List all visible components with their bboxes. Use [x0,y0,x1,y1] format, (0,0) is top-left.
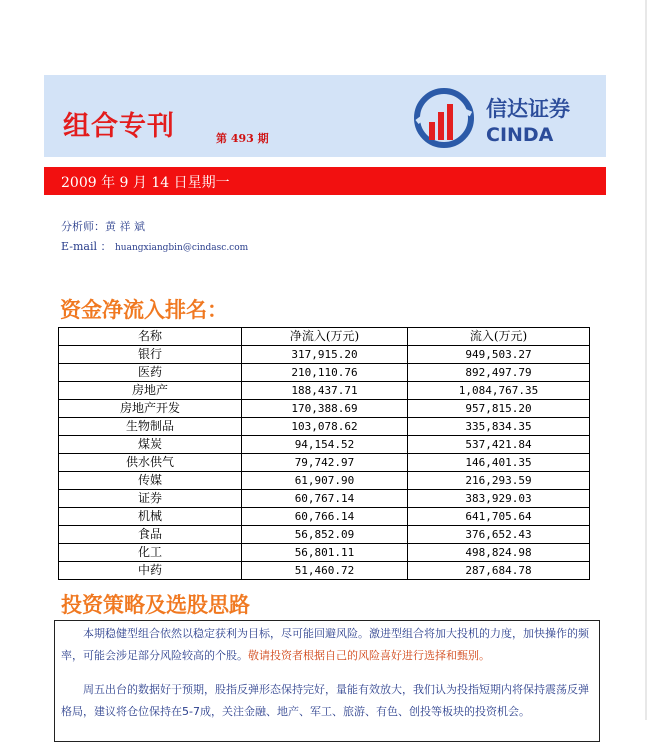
sector-name-cell: 证券 [59,490,242,508]
inflow-cell: 498,824.98 [408,544,590,562]
net-inflow-cell: 56,852.09 [242,526,408,544]
email-label: E-mail ： [61,240,112,253]
strategy-paragraph-1-main: 本期稳健型组合依然以稳定获利为目标，尽可能回避风险。激进型组合将加大投机的力度，加快操作的频率，可能会涉足部分风险较高的个股。 [61,627,589,662]
table-row [59,346,590,364]
inflow-cell: 537,421.84 [408,436,590,454]
net-inflow-cell: 56,801.11 [242,544,408,562]
table-row [59,436,590,454]
inflow-cell: 376,652.43 [408,526,590,544]
email-address[interactable]: huangxiangbin@cindasc.com [114,243,249,253]
section-title-strategy: 投资策略及选股思路 [61,593,250,617]
sector-name-cell: 供水供气 [59,454,242,472]
cinda-logo-icon [417,91,471,145]
sector-name-cell: 医药 [59,364,242,382]
table-row [59,364,590,382]
sector-name-cell: 机械 [59,508,242,526]
table-row [59,382,590,400]
inflow-cell: 949,503.27 [408,346,590,364]
logo-en-text: CINDA [486,124,554,146]
net-inflow-cell: 60,767.14 [242,490,408,508]
sector-name-cell: 食品 [59,526,242,544]
inflow-cell: 641,705.64 [408,508,590,526]
analyst-label: 分析师： [61,220,105,233]
risk-notice: 敬请投资者根据自己的风险喜好进行选择和甄别。 [248,649,490,662]
analyst-name: 黄 祥 斌 [105,220,145,233]
inflow-cell: 146,401.35 [408,454,590,472]
table-row [59,454,590,472]
table-row [59,508,590,526]
inflow-cell: 957,815.20 [408,400,590,418]
table-row [59,418,590,436]
net-inflow-cell: 79,742.97 [242,454,408,472]
strategy-text-box [54,620,600,742]
email-line [61,238,248,254]
column-header-net-inflow: 净流入(万元) [242,328,408,346]
sector-name-cell: 煤炭 [59,436,242,454]
inflow-cell: 216,293.59 [408,472,590,490]
net-inflow-cell: 103,078.62 [242,418,408,436]
table-row [59,526,590,544]
table-body [59,346,590,580]
table-row [59,400,590,418]
strategy-paragraph-1 [61,623,593,667]
sector-name-cell: 银行 [59,346,242,364]
logo-cn-text: 信达证券 [486,97,570,121]
sector-name-cell: 化工 [59,544,242,562]
net-inflow-cell: 60,766.14 [242,508,408,526]
publication-date: 2009 年 9 月 14 日星期一 [61,175,230,191]
net-inflow-cell: 188,437.71 [242,382,408,400]
sector-name-cell: 房地产 [59,382,242,400]
inflow-cell: 1,084,767.35 [408,382,590,400]
table-row [59,490,590,508]
net-inflow-cell: 210,110.76 [242,364,408,382]
issue-number: 第 493 期 [216,132,269,145]
publication-title: 组合专刊 [63,111,175,142]
sector-name-cell: 生物制品 [59,418,242,436]
sector-name-cell: 传媒 [59,472,242,490]
column-header-name: 名称 [59,328,242,346]
section-title-net-inflow: 资金净流入排名： [60,298,228,322]
sector-name-cell: 房地产开发 [59,400,242,418]
inflow-cell: 287,684.78 [408,562,590,580]
inflow-cell: 335,834.35 [408,418,590,436]
table-row [59,562,590,580]
net-inflow-cell: 61,907.90 [242,472,408,490]
cinda-logo [414,88,590,148]
analyst-line [61,218,145,234]
table-row [59,544,590,562]
strategy-paragraph-2: 周五出台的数据好于预期，股指反弹形态保持完好，量能有效放大，我们认为投指短期内将保持震荡反弹格局，建议将仓位保持在5-7成，关注金融、地产、军工、旅游、有色、创投等板块的投资机会。 [61,683,589,718]
net-inflow-cell: 94,154.52 [242,436,408,454]
table-row [59,472,590,490]
net-inflow-cell: 317,915.20 [242,346,408,364]
table-header-row [59,328,590,346]
inflow-cell: 892,497.79 [408,364,590,382]
column-header-inflow: 流入(万元) [408,328,590,346]
net-inflow-cell: 51,460.72 [242,562,408,580]
net-inflow-table [58,327,590,580]
net-inflow-cell: 170,388.69 [242,400,408,418]
sector-name-cell: 中药 [59,562,242,580]
inflow-cell: 383,929.03 [408,490,590,508]
